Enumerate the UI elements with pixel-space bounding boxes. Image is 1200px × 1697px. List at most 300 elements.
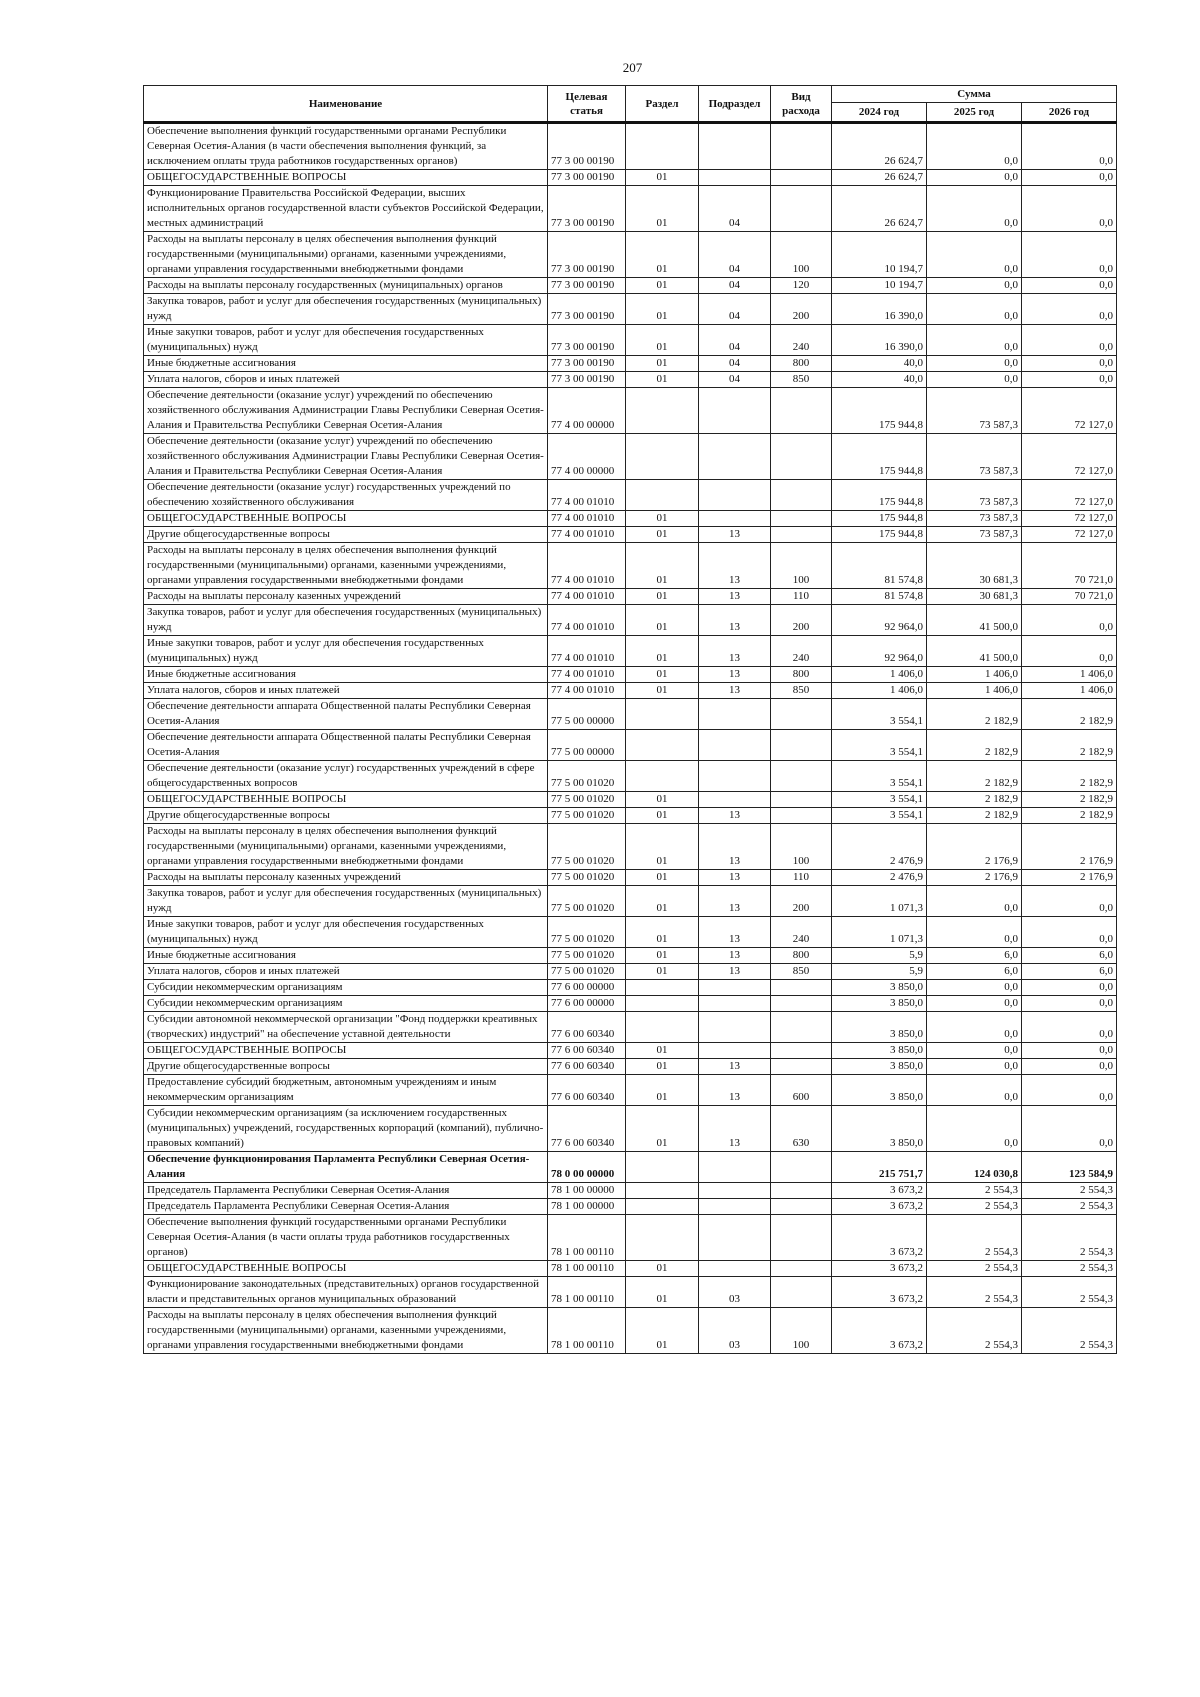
row-section — [626, 1215, 699, 1261]
row-code: 77 3 00 00190 — [548, 232, 626, 278]
row-section: 01 — [626, 372, 699, 388]
table-row — [144, 636, 1117, 667]
row-subsection: 04 — [699, 372, 771, 388]
row-sum-2026: 0,0 — [1022, 1075, 1117, 1106]
row-kind: 110 — [771, 589, 832, 605]
row-sum-2025: 6,0 — [927, 964, 1022, 980]
row-sum-2026: 0,0 — [1022, 1106, 1117, 1152]
row-code: 78 1 00 00000 — [548, 1199, 626, 1215]
row-subsection — [699, 1199, 771, 1215]
row-sum-2025: 2 182,9 — [927, 808, 1022, 824]
row-code: 77 4 00 01010 — [548, 543, 626, 589]
table-row — [144, 480, 1117, 511]
row-name: Иные закупки товаров, работ и услуг для обеспечения государственных (муниципальных) нужд — [144, 917, 548, 948]
row-sum-2026: 0,0 — [1022, 372, 1117, 388]
row-section: 01 — [626, 356, 699, 372]
table-row — [144, 232, 1117, 278]
row-name: Иные бюджетные ассигнования — [144, 667, 548, 683]
row-name: ОБЩЕГОСУДАРСТВЕННЫЕ ВОПРОСЫ — [144, 1261, 548, 1277]
table-row — [144, 186, 1117, 232]
row-code: 77 6 00 60340 — [548, 1059, 626, 1075]
row-subsection — [699, 123, 771, 170]
row-sum-2024: 5,9 — [832, 964, 927, 980]
row-name: Субсидии некоммерческим организациям — [144, 996, 548, 1012]
row-section — [626, 1183, 699, 1199]
row-subsection — [699, 480, 771, 511]
row-subsection — [699, 1261, 771, 1277]
row-section: 01 — [626, 1075, 699, 1106]
row-section: 01 — [626, 917, 699, 948]
row-sum-2026: 2 554,3 — [1022, 1199, 1117, 1215]
row-name: ОБЩЕГОСУДАРСТВЕННЫЕ ВОПРОСЫ — [144, 792, 548, 808]
row-kind — [771, 761, 832, 792]
row-subsection — [699, 761, 771, 792]
row-sum-2024: 26 624,7 — [832, 186, 927, 232]
row-section: 01 — [626, 683, 699, 699]
table-row — [144, 792, 1117, 808]
row-subsection — [699, 434, 771, 480]
row-code: 77 6 00 60340 — [548, 1012, 626, 1043]
row-section: 01 — [626, 605, 699, 636]
row-sum-2026: 0,0 — [1022, 605, 1117, 636]
row-sum-2025: 2 176,9 — [927, 870, 1022, 886]
row-sum-2025: 0,0 — [927, 996, 1022, 1012]
table-row — [144, 683, 1117, 699]
row-sum-2024: 3 554,1 — [832, 808, 927, 824]
row-subsection: 04 — [699, 356, 771, 372]
row-code: 77 3 00 00190 — [548, 325, 626, 356]
row-name: Закупка товаров, работ и услуг для обеспечения государственных (муниципальных) нужд — [144, 294, 548, 325]
row-code: 77 5 00 01020 — [548, 808, 626, 824]
row-sum-2024: 1 071,3 — [832, 917, 927, 948]
row-code: 77 3 00 00190 — [548, 294, 626, 325]
row-kind: 240 — [771, 917, 832, 948]
row-code: 77 6 00 00000 — [548, 996, 626, 1012]
row-code: 77 4 00 01010 — [548, 683, 626, 699]
row-sum-2025: 2 182,9 — [927, 761, 1022, 792]
row-code: 77 5 00 00000 — [548, 730, 626, 761]
row-name: Обеспечение деятельности аппарата Общественной палаты Республики Северная Осетия-Алания — [144, 730, 548, 761]
row-sum-2025: 2 182,9 — [927, 792, 1022, 808]
row-section: 01 — [626, 589, 699, 605]
row-code: 77 5 00 01020 — [548, 761, 626, 792]
row-section: 01 — [626, 964, 699, 980]
row-sum-2024: 1 071,3 — [832, 886, 927, 917]
table-row — [144, 1261, 1117, 1277]
row-subsection: 04 — [699, 278, 771, 294]
row-code: 77 4 00 01010 — [548, 667, 626, 683]
row-subsection: 13 — [699, 1059, 771, 1075]
table-row — [144, 917, 1117, 948]
row-kind — [771, 1059, 832, 1075]
row-sum-2025: 2 554,3 — [927, 1277, 1022, 1308]
table-row — [144, 964, 1117, 980]
row-subsection: 13 — [699, 886, 771, 917]
row-kind: 240 — [771, 325, 832, 356]
row-section: 01 — [626, 325, 699, 356]
row-section — [626, 480, 699, 511]
row-sum-2025: 30 681,3 — [927, 543, 1022, 589]
row-name: Расходы на выплаты персоналу в целях обеспечения выполнения функций государственными (муниципальными) органами, казенными учреждениями, органами управления государственными внебюджетными фондами — [144, 232, 548, 278]
row-sum-2025: 0,0 — [927, 232, 1022, 278]
row-code: 78 1 00 00000 — [548, 1183, 626, 1199]
table-row — [144, 294, 1117, 325]
header-code: Целевая статья — [548, 86, 626, 123]
row-subsection: 04 — [699, 325, 771, 356]
row-name: Обеспечение деятельности (оказание услуг) государственных учреждений по обеспечению хозяйственного обслуживания — [144, 480, 548, 511]
row-sum-2026: 0,0 — [1022, 886, 1117, 917]
row-subsection: 13 — [699, 808, 771, 824]
row-code: 77 4 00 00000 — [548, 434, 626, 480]
row-code: 78 1 00 00110 — [548, 1277, 626, 1308]
row-code: 77 4 00 01010 — [548, 480, 626, 511]
row-sum-2026: 2 176,9 — [1022, 870, 1117, 886]
row-sum-2026: 0,0 — [1022, 1043, 1117, 1059]
row-subsection — [699, 170, 771, 186]
row-kind: 800 — [771, 356, 832, 372]
row-sum-2026: 2 182,9 — [1022, 699, 1117, 730]
row-subsection: 04 — [699, 294, 771, 325]
table-row — [144, 589, 1117, 605]
row-sum-2024: 1 406,0 — [832, 667, 927, 683]
row-subsection: 04 — [699, 186, 771, 232]
row-kind: 850 — [771, 372, 832, 388]
row-sum-2026: 2 554,3 — [1022, 1308, 1117, 1354]
row-code: 77 4 00 01010 — [548, 636, 626, 667]
table-row — [144, 1075, 1117, 1106]
row-sum-2024: 3 850,0 — [832, 1059, 927, 1075]
row-name: Другие общегосударственные вопросы — [144, 1059, 548, 1075]
page-number: 207 — [622, 60, 643, 75]
row-code: 77 5 00 01020 — [548, 792, 626, 808]
row-section: 01 — [626, 170, 699, 186]
budget-table — [143, 85, 1117, 1354]
row-sum-2024: 1 406,0 — [832, 683, 927, 699]
row-section: 01 — [626, 1277, 699, 1308]
table-row — [144, 699, 1117, 730]
row-code: 78 1 00 00110 — [548, 1261, 626, 1277]
row-kind — [771, 123, 832, 170]
row-sum-2025: 73 587,3 — [927, 527, 1022, 543]
row-section: 01 — [626, 1308, 699, 1354]
row-sum-2024: 3 850,0 — [832, 980, 927, 996]
row-section — [626, 1199, 699, 1215]
table-row — [144, 870, 1117, 886]
row-section — [626, 730, 699, 761]
row-sum-2026: 0,0 — [1022, 1059, 1117, 1075]
row-kind: 240 — [771, 636, 832, 667]
row-sum-2026: 6,0 — [1022, 964, 1117, 980]
row-subsection: 03 — [699, 1277, 771, 1308]
row-sum-2025: 0,0 — [927, 886, 1022, 917]
row-sum-2026: 123 584,9 — [1022, 1152, 1117, 1183]
row-sum-2025: 0,0 — [927, 186, 1022, 232]
row-name: Функционирование Правительства Российской Федерации, высших исполнительных органов государственной власти субъектов Российской Федерации, местных администраций — [144, 186, 548, 232]
row-name: Уплата налогов, сборов и иных платежей — [144, 683, 548, 699]
row-name: Обеспечение выполнения функций государственными органами Республики Северная Осетия-Алания (в части оплаты труда работников государственных органов) — [144, 1215, 548, 1261]
row-kind: 600 — [771, 1075, 832, 1106]
row-name: Субсидии автономной некоммерческой организации "Фонд поддержки креативных (творческих) индустрий" на обеспечение уставной деятельности — [144, 1012, 548, 1043]
row-name: Другие общегосударственные вопросы — [144, 527, 548, 543]
row-kind — [771, 1215, 832, 1261]
row-name: ОБЩЕГОСУДАРСТВЕННЫЕ ВОПРОСЫ — [144, 170, 548, 186]
row-subsection — [699, 1012, 771, 1043]
row-sum-2026: 2 182,9 — [1022, 761, 1117, 792]
row-code: 77 5 00 01020 — [548, 917, 626, 948]
row-sum-2025: 6,0 — [927, 948, 1022, 964]
row-sum-2024: 175 944,8 — [832, 388, 927, 434]
row-sum-2026: 2 182,9 — [1022, 730, 1117, 761]
header-kind: Вид расхода — [771, 86, 832, 123]
row-section: 01 — [626, 667, 699, 683]
row-name: Иные закупки товаров, работ и услуг для обеспечения государственных (муниципальных) нужд — [144, 636, 548, 667]
row-subsection — [699, 1183, 771, 1199]
row-sum-2026: 0,0 — [1022, 232, 1117, 278]
row-sum-2025: 2 554,3 — [927, 1261, 1022, 1277]
row-kind — [771, 1152, 832, 1183]
row-kind — [771, 980, 832, 996]
row-name: Обеспечение деятельности аппарата Общественной палаты Республики Северная Осетия-Алания — [144, 699, 548, 730]
row-subsection — [699, 699, 771, 730]
row-kind: 200 — [771, 605, 832, 636]
row-sum-2025: 2 554,3 — [927, 1199, 1022, 1215]
table-row — [144, 170, 1117, 186]
row-sum-2025: 0,0 — [927, 1059, 1022, 1075]
row-sum-2025: 73 587,3 — [927, 480, 1022, 511]
row-section: 01 — [626, 948, 699, 964]
row-section — [626, 761, 699, 792]
row-sum-2025: 0,0 — [927, 372, 1022, 388]
row-kind: 200 — [771, 294, 832, 325]
row-sum-2025: 73 587,3 — [927, 434, 1022, 480]
header-year-2024: 2024 год — [832, 103, 927, 123]
row-section — [626, 996, 699, 1012]
row-sum-2025: 1 406,0 — [927, 683, 1022, 699]
row-sum-2025: 0,0 — [927, 170, 1022, 186]
table-row — [144, 511, 1117, 527]
row-name: Иные бюджетные ассигнования — [144, 356, 548, 372]
row-subsection: 13 — [699, 667, 771, 683]
row-sum-2026: 0,0 — [1022, 356, 1117, 372]
row-kind — [771, 996, 832, 1012]
row-subsection: 13 — [699, 527, 771, 543]
row-name: Закупка товаров, работ и услуг для обеспечения государственных (муниципальных) нужд — [144, 886, 548, 917]
row-sum-2024: 92 964,0 — [832, 636, 927, 667]
row-section: 01 — [626, 1059, 699, 1075]
row-sum-2026: 2 554,3 — [1022, 1183, 1117, 1199]
row-kind: 850 — [771, 683, 832, 699]
row-sum-2026: 0,0 — [1022, 996, 1117, 1012]
row-subsection: 13 — [699, 964, 771, 980]
row-sum-2024: 26 624,7 — [832, 170, 927, 186]
row-section: 01 — [626, 1261, 699, 1277]
row-code: 77 6 00 60340 — [548, 1043, 626, 1059]
row-sum-2026: 0,0 — [1022, 917, 1117, 948]
row-sum-2024: 92 964,0 — [832, 605, 927, 636]
row-sum-2025: 2 554,3 — [927, 1215, 1022, 1261]
row-sum-2024: 3 673,2 — [832, 1199, 927, 1215]
row-sum-2026: 0,0 — [1022, 325, 1117, 356]
row-sum-2026: 0,0 — [1022, 1012, 1117, 1043]
table-row — [144, 1308, 1117, 1354]
row-section: 01 — [626, 636, 699, 667]
row-section: 01 — [626, 294, 699, 325]
row-kind — [771, 730, 832, 761]
header-section: Раздел — [626, 86, 699, 123]
row-code: 77 3 00 00190 — [548, 356, 626, 372]
row-sum-2026: 70 721,0 — [1022, 589, 1117, 605]
row-kind: 800 — [771, 948, 832, 964]
row-sum-2025: 0,0 — [927, 1012, 1022, 1043]
row-sum-2025: 124 030,8 — [927, 1152, 1022, 1183]
row-section — [626, 980, 699, 996]
row-sum-2024: 215 751,7 — [832, 1152, 927, 1183]
row-sum-2026: 72 127,0 — [1022, 511, 1117, 527]
table-row — [144, 1199, 1117, 1215]
row-section: 01 — [626, 511, 699, 527]
row-sum-2024: 3 554,1 — [832, 792, 927, 808]
row-name: Функционирование законодательных (представительных) органов государственной власти и представительных органов муниципальных образований — [144, 1277, 548, 1308]
row-name: Обеспечение выполнения функций государственными органами Республики Северная Осетия-Алания (в части обеспечения выполнения функций, за исключением оплаты труда работников государственных органов) — [144, 123, 548, 170]
row-sum-2024: 3 673,2 — [832, 1277, 927, 1308]
row-subsection — [699, 388, 771, 434]
row-section — [626, 1012, 699, 1043]
table-row — [144, 1106, 1117, 1152]
table-row — [144, 761, 1117, 792]
row-sum-2025: 0,0 — [927, 356, 1022, 372]
row-code: 77 5 00 01020 — [548, 824, 626, 870]
row-sum-2024: 81 574,8 — [832, 589, 927, 605]
row-sum-2025: 2 554,3 — [927, 1308, 1022, 1354]
row-subsection — [699, 980, 771, 996]
row-code: 78 0 00 00000 — [548, 1152, 626, 1183]
row-code: 77 4 00 01010 — [548, 511, 626, 527]
row-sum-2025: 2 182,9 — [927, 730, 1022, 761]
row-kind: 100 — [771, 1308, 832, 1354]
row-sum-2024: 16 390,0 — [832, 294, 927, 325]
row-sum-2024: 3 850,0 — [832, 1012, 927, 1043]
row-sum-2025: 0,0 — [927, 917, 1022, 948]
header-year-2025: 2025 год — [927, 103, 1022, 123]
row-section: 01 — [626, 1106, 699, 1152]
row-sum-2026: 2 182,9 — [1022, 808, 1117, 824]
row-sum-2024: 3 554,1 — [832, 699, 927, 730]
row-name: Субсидии некоммерческим организациям — [144, 980, 548, 996]
row-code: 77 5 00 01020 — [548, 870, 626, 886]
row-sum-2025: 73 587,3 — [927, 511, 1022, 527]
row-sum-2025: 73 587,3 — [927, 388, 1022, 434]
row-sum-2024: 3 673,2 — [832, 1183, 927, 1199]
row-subsection: 13 — [699, 543, 771, 589]
table-row — [144, 123, 1117, 170]
row-kind — [771, 808, 832, 824]
row-sum-2026: 70 721,0 — [1022, 543, 1117, 589]
row-sum-2026: 72 127,0 — [1022, 527, 1117, 543]
row-kind — [771, 511, 832, 527]
row-name: Иные бюджетные ассигнования — [144, 948, 548, 964]
row-subsection: 13 — [699, 589, 771, 605]
row-sum-2024: 40,0 — [832, 372, 927, 388]
row-sum-2024: 2 476,9 — [832, 870, 927, 886]
row-name: Уплата налогов, сборов и иных платежей — [144, 372, 548, 388]
row-kind — [771, 1043, 832, 1059]
row-subsection: 13 — [699, 1106, 771, 1152]
row-subsection — [699, 730, 771, 761]
row-section: 01 — [626, 870, 699, 886]
row-name: ОБЩЕГОСУДАРСТВЕННЫЕ ВОПРОСЫ — [144, 511, 548, 527]
row-name: Обеспечение функционирования Парламента Республики Северная Осетия-Алания — [144, 1152, 548, 1183]
row-name: Закупка товаров, работ и услуг для обеспечения государственных (муниципальных) нужд — [144, 605, 548, 636]
table-row — [144, 730, 1117, 761]
row-sum-2024: 3 850,0 — [832, 996, 927, 1012]
table-row — [144, 372, 1117, 388]
row-sum-2024: 81 574,8 — [832, 543, 927, 589]
row-sum-2025: 0,0 — [927, 1043, 1022, 1059]
row-sum-2025: 41 500,0 — [927, 636, 1022, 667]
row-subsection: 13 — [699, 917, 771, 948]
row-section: 01 — [626, 186, 699, 232]
row-subsection: 13 — [699, 605, 771, 636]
row-sum-2026: 0,0 — [1022, 278, 1117, 294]
row-kind: 120 — [771, 278, 832, 294]
row-kind: 800 — [771, 667, 832, 683]
table-body — [144, 123, 1117, 1354]
table-row — [144, 278, 1117, 294]
row-sum-2025: 0,0 — [927, 1106, 1022, 1152]
row-sum-2025: 1 406,0 — [927, 667, 1022, 683]
row-code: 78 1 00 00110 — [548, 1308, 626, 1354]
row-sum-2026: 6,0 — [1022, 948, 1117, 964]
table-row — [144, 1059, 1117, 1075]
row-sum-2024: 26 624,7 — [832, 123, 927, 170]
row-kind: 100 — [771, 232, 832, 278]
row-kind — [771, 186, 832, 232]
row-sum-2026: 72 127,0 — [1022, 388, 1117, 434]
row-sum-2025: 0,0 — [927, 294, 1022, 325]
table-row — [144, 1183, 1117, 1199]
row-sum-2024: 10 194,7 — [832, 278, 927, 294]
row-code: 77 5 00 01020 — [548, 886, 626, 917]
row-kind — [771, 480, 832, 511]
table-row — [144, 434, 1117, 480]
row-subsection: 04 — [699, 232, 771, 278]
row-sum-2026: 72 127,0 — [1022, 480, 1117, 511]
row-sum-2026: 2 176,9 — [1022, 824, 1117, 870]
row-sum-2024: 3 554,1 — [832, 730, 927, 761]
row-code: 77 6 00 60340 — [548, 1075, 626, 1106]
row-section — [626, 123, 699, 170]
row-section — [626, 1152, 699, 1183]
row-code: 77 4 00 00000 — [548, 388, 626, 434]
row-code: 77 5 00 01020 — [548, 964, 626, 980]
row-sum-2025: 30 681,3 — [927, 589, 1022, 605]
row-sum-2024: 3 850,0 — [832, 1106, 927, 1152]
row-sum-2024: 3 850,0 — [832, 1043, 927, 1059]
row-name: Расходы на выплаты персоналу в целях обеспечения выполнения функций государственными (муниципальными) органами, казенными учреждениями, органами управления государственными внебюджетными фондами — [144, 824, 548, 870]
table-row — [144, 543, 1117, 589]
row-code: 77 6 00 60340 — [548, 1106, 626, 1152]
table-row — [144, 605, 1117, 636]
header-year-2026: 2026 год — [1022, 103, 1117, 123]
row-sum-2024: 40,0 — [832, 356, 927, 372]
row-kind — [771, 388, 832, 434]
row-name: Субсидии некоммерческим организациям (за исключением государственных (муниципальных) учреждений, государственных корпораций (компаний), публично-правовых компаний) — [144, 1106, 548, 1152]
row-sum-2025: 41 500,0 — [927, 605, 1022, 636]
row-code: 77 3 00 00190 — [548, 123, 626, 170]
row-sum-2024: 3 673,2 — [832, 1215, 927, 1261]
row-name: Расходы на выплаты персоналу в целях обеспечения выполнения функций государственными (муниципальными) органами, казенными учреждениями, органами управления государственными внебюджетными фондами — [144, 543, 548, 589]
row-sum-2025: 0,0 — [927, 325, 1022, 356]
